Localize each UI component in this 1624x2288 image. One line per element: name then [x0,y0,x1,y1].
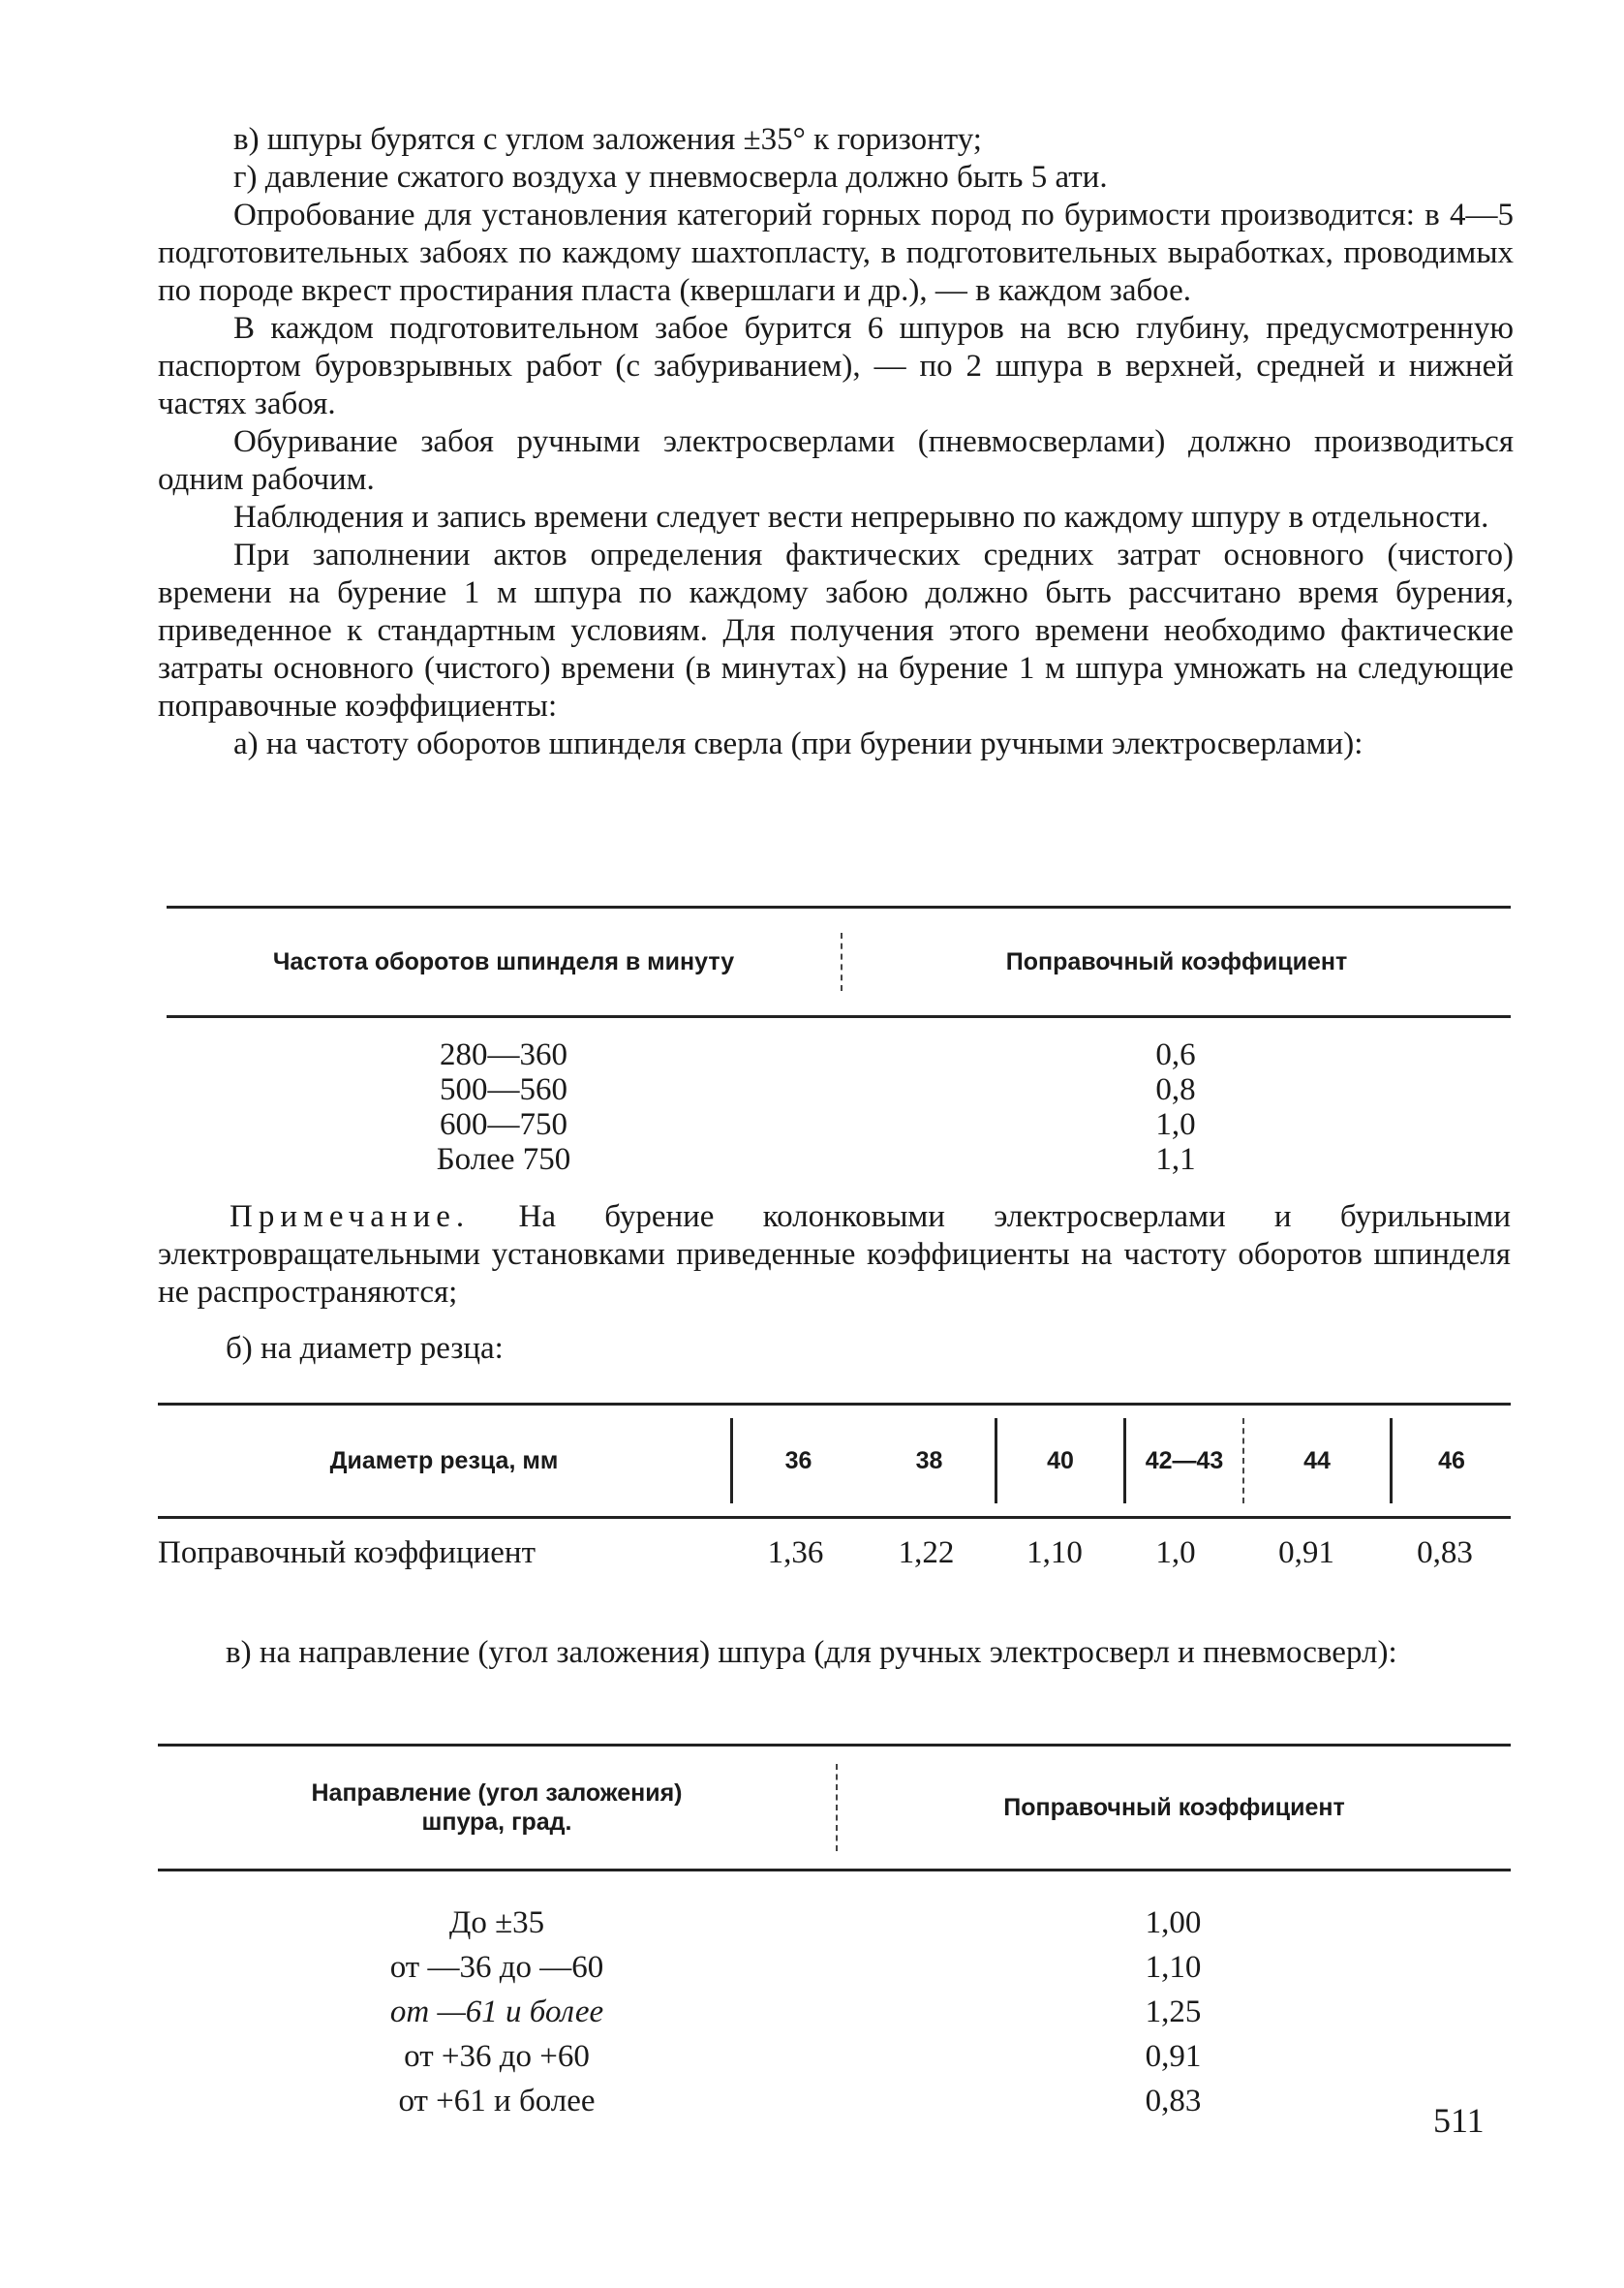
header-direction-line1: Направление (угол заложения) [311,1779,683,1807]
table-cell: от —36 до —60 [389,1950,604,1985]
table-cell: 1,1 [1155,1142,1196,1177]
table-cell: 0,8 [1155,1072,1196,1107]
table-cell: от +61 и более [398,2084,596,2118]
table-cell: 1,00 [1145,1905,1202,1940]
item-v: в) шпуры бурятся с углом заложения ±35° к горизонту; [233,122,982,157]
direction-table [158,1744,1511,2123]
note-label: Примечание. [230,1199,471,1234]
paragraph-drilling: В каждом подготовительном забое бурится 6 шпуров на всю глубину, предусмотренную паспортом буровзрывных работ (с забуриванием), — по 2 шпура в верхней, средней и нижней частях забоя. [158,311,1514,421]
table-cell: 1,22 [898,1534,955,1570]
direction-column [158,1901,836,2123]
cutter-diameter-table [158,1403,1511,1587]
table-cell: 600—750 [440,1107,567,1142]
table-cell: 1,0 [1155,1534,1196,1570]
table-cell: 1,25 [1145,1994,1202,2029]
header-direction-line2: шпура, град. [421,1809,572,1836]
item-b: б) на диаметр резца: [226,1331,504,1366]
table-header [158,1403,1511,1519]
intro-text [158,121,1514,763]
header-cell: 44 [1242,1418,1390,1503]
table-header [158,1744,1511,1871]
paragraph-testing: Опробование для установления категорий горных пород по буримости производится: в 4—5 подготовительных забоях по каждому шахтопласту, в подготовительных выработках, проводимых по породе вкрест простирания пласта (квершлаги и др.), — в каждом забое. [158,198,1514,308]
table-cell: До ±35 [448,1905,545,1940]
spindle-speed-table [167,906,1511,1177]
item-g: г) давление сжатого воздуха у пневмосверла должно быть 5 ати. [233,160,1108,195]
header-coefficient: Поправочный коэффициент [1003,1793,1345,1821]
table-cell: 1,10 [1145,1950,1202,1985]
paragraph-coefficients: При заполнении актов определения фактических средних затрат основного (чистого) времени на бурение 1 м шпура по каждому забою должно быть рассчитано время бурения, приведенное к стандартным условиям. Для получения этого времени необходимо фактические затраты основного (чистого) времени (в минутах) на бурение 1 м шпура умножать на следующие поправочные коэффициенты: [158,538,1514,724]
item-v2: в) на направление (угол заложения) шпура (для ручных электросверл и пневмосверл): [226,1635,1397,1670]
table-row [158,1519,1511,1587]
coefficient-column [841,1037,1511,1177]
table-cell: 1,0 [1155,1107,1196,1142]
header-diameter: Диаметр резца, мм [329,1446,559,1474]
table-cell: Более 750 [436,1142,571,1177]
header-cell: 40 [995,1418,1123,1503]
document-page [158,121,1514,763]
paragraph-observations: Наблюдения и запись времени следует вести непрерывно по каждому шпуру в отдельности. [233,500,1489,535]
header-cell: 46 [1390,1418,1511,1503]
note-text: На бурение колонковыми электросверлами и бурильными электровращательными установками приведенные коэффициенты на частоту оборотов шпинделя не распространяются; [158,1199,1511,1310]
table-cell: 1,36 [767,1534,824,1570]
table-cell: 500—560 [440,1072,567,1107]
coefficient-column [836,1901,1511,2123]
table-body [167,1018,1511,1177]
item-a: а) на частоту оборотов шпинделя сверла (при бурении ручными электросверлами): [233,727,1364,761]
note-block [158,1198,1511,1312]
header-spindle-speed: Частота оборотов шпинделя в минуту [167,933,843,991]
speed-column [167,1037,841,1177]
paragraph-one-worker-text: Обуривание забоя ручными электросверлами (пневмосверлами) должно производиться одним рабочим. [158,424,1514,497]
table-cell: 0,83 [1145,2084,1202,2118]
table-header [167,909,1511,1015]
table-body [158,1871,1511,2123]
row-label: Поправочный коэффициент [158,1534,536,1570]
note-paragraph [158,1198,1511,1312]
table-cell: 0,6 [1155,1037,1196,1072]
table-cell: 0,83 [1417,1534,1473,1570]
table-cell: от —61 и более [389,1994,604,2029]
table-cell: 1,10 [1026,1534,1083,1570]
header-cell: 42—43 [1123,1418,1242,1503]
header-coefficient: Поправочный коэффициент [1005,947,1348,975]
paragraph-one-worker [158,423,1514,499]
table-cell: от +36 до +60 [404,2039,590,2074]
header-cell: 38 [915,1446,943,1474]
page-number: 511 [1433,2101,1485,2140]
table-cell: 0,91 [1278,1534,1334,1570]
table-cell: 280—360 [440,1037,567,1072]
header-cell: 36 [730,1418,864,1503]
table-cell: 0,91 [1145,2039,1202,2074]
header-direction [158,1764,838,1851]
